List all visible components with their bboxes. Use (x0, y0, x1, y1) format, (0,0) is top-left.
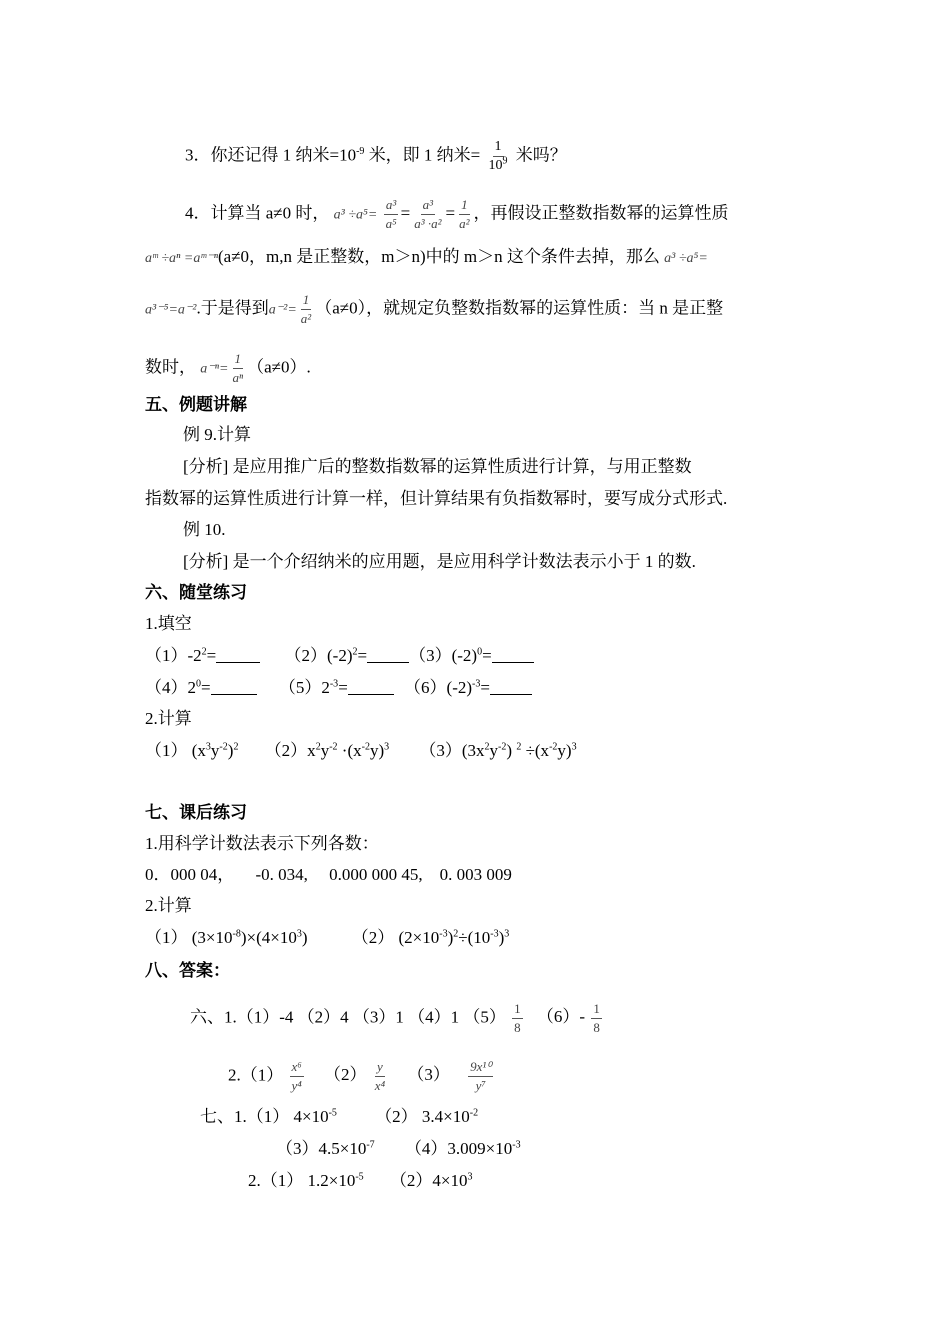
text: （2）4×10 (389, 1171, 468, 1190)
math-expression: a³ ÷a⁵= (333, 207, 378, 223)
math-expression: a³⁻⁵=a⁻² (145, 302, 197, 318)
text: （1） (x (145, 741, 206, 760)
text: = (480, 678, 490, 697)
denominator: 8 (593, 1020, 600, 1035)
answer-blank[interactable] (211, 678, 257, 695)
example-10: 例 10. (183, 520, 226, 539)
text: （3） (407, 1065, 450, 1085)
text: （a≠0），就规定负整数指数幂的运算性质：当 n 是正整 (315, 298, 724, 318)
section-8-heading: 八、答案： (145, 961, 230, 980)
text: （2）x (264, 741, 316, 760)
text: y (489, 741, 499, 760)
numerator: 1 (512, 1000, 523, 1019)
text: （5）2 (278, 678, 330, 697)
exponent: 0 (196, 678, 201, 690)
numerator: a³ (421, 196, 435, 215)
exponent: 3 (384, 741, 390, 753)
exponent: 2 (315, 741, 321, 753)
text: = (201, 678, 211, 697)
exponent: 3 (571, 741, 577, 753)
text: （6）- (536, 1007, 586, 1027)
exponent: -7 (366, 1139, 375, 1151)
homework-q1-title: 1.用科学计数法表示下列各数： (145, 834, 379, 853)
section-7-heading: 七、课后练习 (145, 803, 247, 822)
fraction (290, 1058, 304, 1095)
text: 七、1.（1） 4×10 (200, 1107, 329, 1126)
text: （4）3.009×10 (404, 1139, 513, 1158)
answer-blank[interactable] (216, 646, 260, 663)
numerator: 1 (459, 196, 470, 215)
exponent: 2 (201, 646, 207, 658)
exponent: 0 (477, 646, 483, 658)
denominator: a² (459, 216, 470, 231)
math-expression: a³ ÷a⁵= (664, 251, 708, 266)
text: y (210, 741, 220, 760)
denominator: a² (300, 311, 312, 326)
practice-calc-row (145, 740, 577, 762)
fraction (231, 350, 246, 387)
exponent: -5 (328, 1107, 337, 1119)
answers-7-line-2 (276, 1138, 521, 1160)
exponent: 2 (453, 928, 459, 940)
numerator: 1 (301, 291, 312, 310)
math-expression: a⁻²= (268, 302, 297, 318)
exponent: -2 (329, 741, 338, 753)
text: （4）2 (145, 678, 196, 697)
text: ) (301, 928, 308, 947)
text: ) (227, 741, 234, 760)
text: （2） (324, 1065, 367, 1085)
exponent: -9 (356, 145, 365, 157)
text: （a≠0）. (247, 357, 311, 377)
intro-item-4-line-3 (145, 291, 723, 328)
text: （1）-2 (145, 646, 202, 665)
den-base: 10 (488, 158, 503, 173)
example-10-analysis: [分析] 是一个介绍纳米的应用题，是应用科学计数法表示小于 1 的数. (183, 552, 696, 571)
exponent: -3 (329, 678, 339, 690)
fill-blank-row-1 (145, 645, 534, 667)
text: ) (498, 928, 505, 947)
exponent: 3 (467, 1171, 473, 1183)
answers-6-line-1 (190, 1000, 604, 1037)
denominator: a⁵ (385, 216, 397, 231)
text: = (338, 678, 348, 697)
fraction (468, 1058, 493, 1095)
denominator (487, 157, 510, 175)
intro-item-4-line-1: 4．计算当 a≠0 时， a³ ÷a⁵= $\frac{\text{a³}}{\text{a⁵}}$ = $\frac{\text{a³}}{\text{a³ ·a²}}$ = $\frac{1}{\text{a²}}$ ，再假设正整数指数幂的运算性质 (185, 197, 729, 231)
fraction (457, 196, 471, 233)
answer-blank[interactable] (367, 646, 409, 663)
denominator: x⁴ (374, 1078, 386, 1093)
practice-q2-title: 2.计算 (145, 709, 192, 728)
fraction (384, 196, 399, 233)
numerator: 1 (233, 350, 244, 369)
answer-blank[interactable] (492, 646, 534, 663)
text: ) (447, 928, 454, 947)
intro-item-4-line-2 (145, 246, 708, 270)
text: y) (369, 741, 385, 760)
text: ÷(x (521, 741, 550, 760)
exponent: 3 (205, 741, 211, 753)
fraction (412, 196, 443, 233)
text: ·(x (337, 741, 362, 760)
numerator: x⁶ (290, 1058, 304, 1077)
text: y) (557, 741, 572, 760)
numerator: 9x¹⁰ (468, 1058, 493, 1077)
exponent: 3 (296, 928, 302, 940)
text: = (357, 646, 368, 665)
text: ，再假设正整数指数幂的运算性质 (473, 203, 729, 223)
exponent: 2 (516, 741, 522, 753)
text: )×(4×10 (240, 928, 297, 947)
example-9: 例 9.计算 (183, 425, 251, 444)
numerator: y (375, 1058, 385, 1077)
exponent: -3 (472, 678, 481, 690)
answers-7-line-3 (248, 1170, 473, 1192)
text: (a≠0，m,n 是正整数，m＞n)中的 m＞n 这个条件去掉，那么 (218, 247, 660, 266)
text: 米吗？ (515, 145, 567, 165)
denominator: 8 (514, 1020, 521, 1035)
exponent: -5 (355, 1171, 364, 1183)
exponent: 3 (504, 928, 510, 940)
fraction (487, 138, 510, 175)
text: 米，即 1 纳米= (368, 145, 481, 165)
exponent: -2 (361, 741, 370, 753)
exponent: 9 (502, 155, 508, 167)
text: （3）4.5×10 (276, 1139, 367, 1158)
text: 2.（1） 1.2×10 (248, 1171, 356, 1190)
section-5-heading: 五、例题讲解 (145, 395, 247, 414)
text: 3．你还记得 1 纳米=10 (185, 145, 357, 165)
homework-q2-title: 2.计算 (145, 896, 192, 915)
fill-blank-row-2 (145, 677, 532, 699)
exponent: 2 (233, 741, 239, 753)
denominator: y⁴ (291, 1078, 302, 1093)
denominator: aⁿ (232, 370, 244, 385)
example-9-analysis-2: 指数幂的运算性质进行计算一样，但计算结果有负指数幂时，要写成分式形式. (145, 489, 728, 508)
numerator: 1 (591, 1000, 602, 1019)
text: ) (506, 741, 517, 760)
text: ÷(10 (458, 928, 491, 947)
answers-6-line-2 (228, 1058, 495, 1095)
exponent: 2 (352, 646, 358, 658)
text: 数时， (145, 357, 196, 377)
text: y (320, 741, 330, 760)
homework-numbers: 0．000 04， -0. 034, 0.000 000 45, 0. 003 009 (145, 865, 512, 884)
exponent: -2 (498, 741, 507, 753)
exponent: -3 (512, 1139, 521, 1151)
exponent: -3 (490, 928, 499, 940)
example-9-analysis-1: [分析] 是应用推广后的整数指数幂的运算性质进行计算，与用正整数 (183, 457, 692, 476)
homework-calc-row (145, 927, 509, 949)
text: = (482, 646, 492, 665)
exponent: -8 (232, 928, 241, 940)
exponent: 2 (484, 741, 490, 753)
fraction (299, 291, 313, 328)
text: （3）(3x (419, 741, 485, 760)
text: （3）(-2) (409, 646, 478, 665)
numerator: 1 (493, 138, 504, 157)
intro-item-4-line-4 (145, 350, 311, 387)
fraction (373, 1058, 387, 1095)
text: （1） (3×10 (145, 928, 233, 947)
answer-blank[interactable] (490, 678, 532, 695)
answers-7-line-1 (200, 1106, 478, 1128)
numerator: a³ (384, 196, 398, 215)
denominator: y⁷ (475, 1078, 486, 1093)
practice-q1-title: 1.填空 (145, 614, 192, 633)
text: （2） 3.4×10 (375, 1107, 470, 1126)
text: 2.（1） (228, 1065, 284, 1085)
text: （2） (2×10 (351, 928, 440, 947)
text: 六、1.（1）-4 （2）4 （3）1 （4）1 （5） (190, 1007, 506, 1027)
exponent: -3 (439, 928, 448, 940)
section-6-heading: 六、随堂练习 (145, 583, 247, 602)
math-expression: a⁻ⁿ= (200, 361, 229, 377)
exponent: -2 (219, 741, 228, 753)
fraction (512, 1000, 523, 1037)
text: = (206, 646, 217, 665)
text: （6）(-2) (404, 678, 473, 697)
exponent: -2 (469, 1107, 479, 1119)
math-expression: aᵐ ÷aⁿ =aᵐ⁻ⁿ (145, 251, 219, 266)
text: （2）(-2) (284, 646, 353, 665)
exponent: -2 (549, 741, 558, 753)
denominator: a³ ·a² (414, 216, 442, 231)
answer-blank[interactable] (348, 678, 394, 695)
fraction (591, 1000, 602, 1037)
text: 4．计算当 a≠0 时， (185, 203, 330, 223)
text: .于是得到 (196, 298, 269, 318)
intro-item-3 (185, 138, 567, 175)
